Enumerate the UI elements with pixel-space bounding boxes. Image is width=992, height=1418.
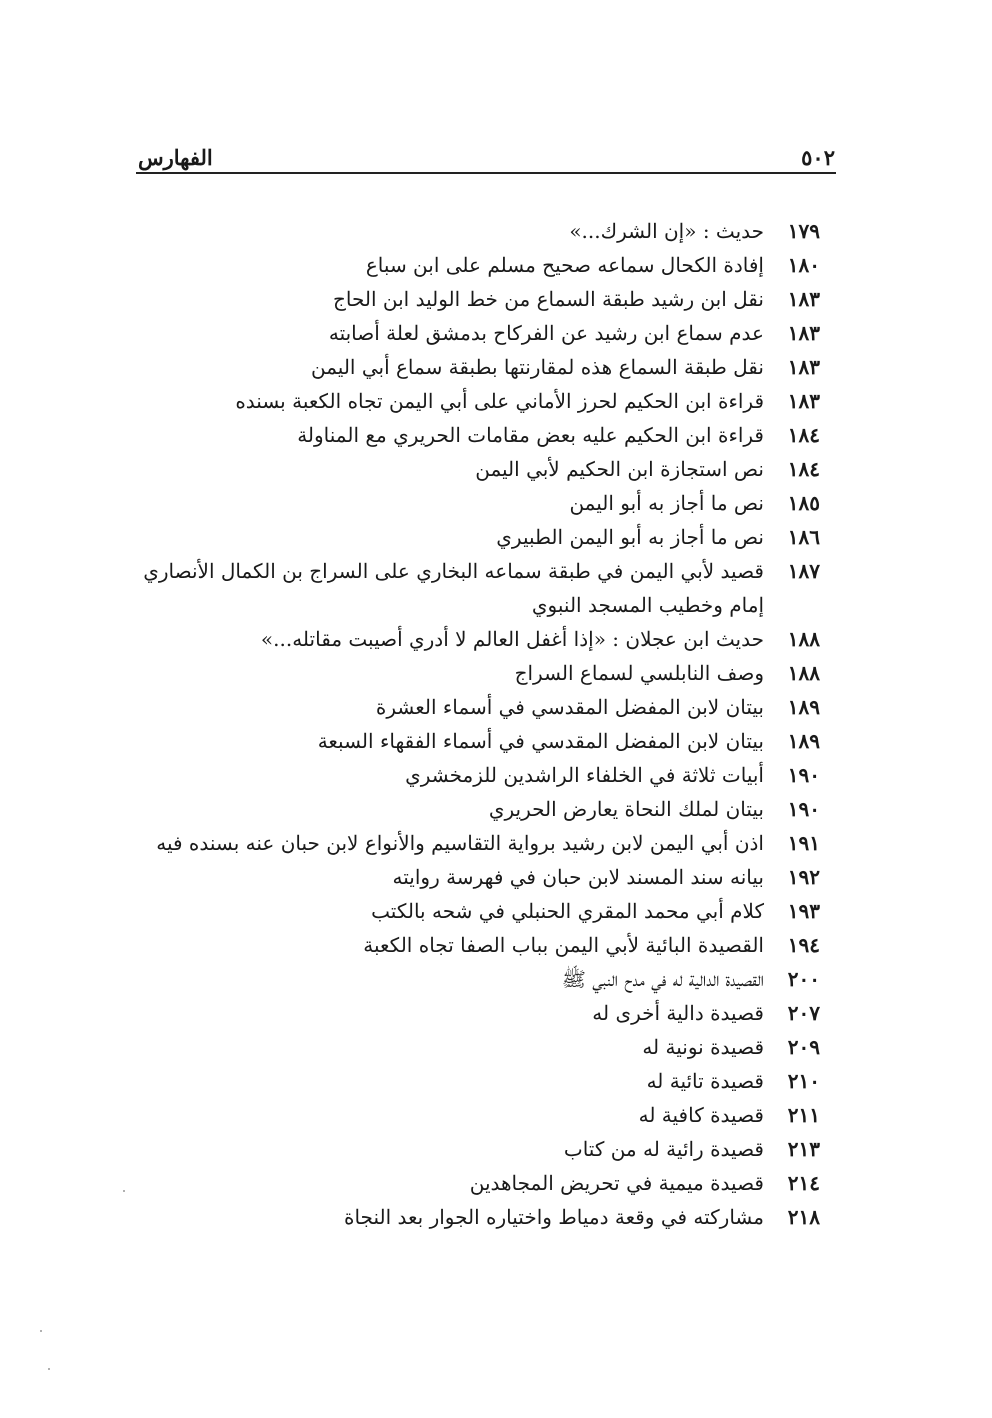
index-entry: [120, 1132, 820, 1166]
index-entry: [120, 248, 820, 282]
index-entry: [120, 1200, 820, 1234]
header-rule: [136, 172, 836, 174]
index-entry: [120, 928, 820, 962]
entry-text: حديث : «إن الشرك...»: [569, 219, 764, 243]
entry-text: وصف النابلسي لسماع السراج: [514, 661, 764, 685]
index-entry: [120, 724, 820, 758]
entry-page-number: ١٨٤: [787, 457, 820, 481]
entry-text: نص ما أجاز به أبو اليمن الطبيري: [496, 525, 764, 549]
entry-page-number: ٢١١: [787, 1103, 820, 1127]
entry-text: قصيدة دالية أخرى له: [592, 1001, 764, 1025]
entry-text: بيتان لابن المفضل المقدسي في أسماء العشرة: [375, 695, 764, 719]
entry-page-number: ١٨٤: [787, 423, 820, 447]
index-entry: [120, 1030, 820, 1064]
entry-text: قصيدة رائية له من كتاب: [563, 1137, 764, 1161]
entry-page-number: ١٨٠: [787, 253, 820, 277]
entry-page-number: ١٨٧: [787, 559, 820, 583]
entry-text: قصيدة ميمية في تحريض المجاهدين: [469, 1171, 764, 1195]
entry-page-number: ١٩٢: [787, 865, 820, 889]
entry-text: بيتان لملك النحاة يعارض الحريري: [488, 797, 764, 821]
page-number: ٥٠٢: [801, 145, 835, 170]
entry-page-number: ١٩٤: [787, 933, 820, 957]
index-entry: [120, 792, 820, 826]
entry-page-number: ٢١٤: [787, 1171, 820, 1195]
entry-text: بيانه سند المسند لابن حبان في فهرسة روايته: [392, 865, 764, 889]
index-entry: [120, 622, 820, 656]
index-entry: [120, 962, 820, 996]
entry-page-number: ١٨٣: [787, 389, 820, 413]
index-entry: [120, 350, 820, 384]
entry-page-number: ١٨٨: [787, 627, 820, 651]
scan-speck: [48, 1368, 50, 1370]
entry-text: نقل طبقة السماع هذه لمقارنتها بطبقة سماع أبي اليمن: [311, 355, 764, 379]
entry-page-number: ١٨٥: [787, 491, 820, 515]
entry-text: قصيدة نونية له: [642, 1035, 764, 1059]
index-entry: [120, 486, 820, 520]
entry-page-number: ١٩٠: [787, 763, 820, 787]
index-entry: [120, 554, 820, 622]
index-entry: [120, 996, 820, 1030]
entry-text: القصيدة الدالية له في مدح النبي ﷺ: [561, 967, 764, 991]
entry-text: نص ما أجاز به أبو اليمن: [569, 491, 764, 515]
entry-page-number: ١٩١: [787, 831, 820, 855]
index-list: [120, 214, 820, 1234]
index-entry: [120, 452, 820, 486]
entry-text: اذن أبي اليمن لابن رشيد برواية التقاسيم والأنواع لابن حبان عنه بسنده فيه: [156, 831, 764, 855]
entry-page-number: ٢١٣: [787, 1137, 820, 1161]
entry-text: مشاركته في وقعة دمياط واختياره الجوار بعد النجاة: [343, 1205, 764, 1229]
index-entry: [120, 690, 820, 724]
entry-page-number: ١٧٩: [787, 219, 820, 243]
index-entry: [120, 1098, 820, 1132]
entry-page-number: ١٩٠: [787, 797, 820, 821]
entry-page-number: ١٨٦: [787, 525, 820, 549]
entry-text: عدم سماع ابن رشيد عن الفركاح بدمشق لعلة أصابته: [328, 321, 764, 345]
entry-text: إفادة الكحال سماعه صحيح مسلم على ابن سباع: [365, 253, 764, 277]
entry-page-number: ٢٠٠: [787, 967, 820, 991]
section-title: الفهارس: [138, 145, 213, 170]
entry-text: نقل ابن رشيد طبقة السماع من خط الوليد ابن الحاج: [332, 287, 764, 311]
entry-text: قصيدة تائية له: [646, 1069, 764, 1093]
index-entry: [120, 1166, 820, 1200]
index-entry: [120, 316, 820, 350]
index-entry: [120, 282, 820, 316]
index-entry: [120, 656, 820, 690]
entry-page-number: ٢١٨: [787, 1205, 820, 1229]
scan-speck: [40, 1330, 42, 1332]
scan-speck: [123, 1190, 125, 1192]
entry-page-number: ٢٠٧: [787, 1001, 820, 1025]
entry-text: نص استجازة ابن الحكيم لأبي اليمن: [475, 457, 764, 481]
entry-text: كلام أبي محمد المقري الحنبلي في شحه بالكتب: [371, 899, 764, 923]
entry-page-number: ١٨٩: [787, 729, 820, 753]
entry-page-number: ٢١٠: [787, 1069, 820, 1093]
entry-text: قراءة ابن الحكيم عليه بعض مقامات الحريري مع المناولة: [297, 423, 764, 447]
entry-page-number: ١٨٩: [787, 695, 820, 719]
entry-page-number: ١٩٣: [787, 899, 820, 923]
entry-page-number: ١٨٣: [787, 355, 820, 379]
entry-page-number: ١٨٣: [787, 287, 820, 311]
entry-text: قراءة ابن الحكيم لحرز الأماني على أبي اليمن تجاه الكعبة بسنده: [235, 389, 764, 413]
index-entry: [120, 894, 820, 928]
index-entry: [120, 384, 820, 418]
index-entry: [120, 826, 820, 860]
entry-page-number: ١٨٣: [787, 321, 820, 345]
page-header: [138, 136, 835, 170]
entry-page-number: ١٨٨: [787, 661, 820, 685]
entry-text: القصيدة البائية لأبي اليمن بباب الصفا تجاه الكعبة: [363, 933, 764, 957]
index-entry: [120, 860, 820, 894]
entry-text: أبيات ثلاثة في الخلفاء الراشدين للزمخشري: [405, 763, 764, 787]
entry-page-number: ٢٠٩: [787, 1035, 820, 1059]
index-entry: [120, 758, 820, 792]
index-entry: [120, 1064, 820, 1098]
entry-text: قصيد لأبي اليمن في طبقة سماعه البخاري على السراج بن الكمال الأنصاري إمام وخطيب المسجد النبوي: [143, 559, 764, 617]
index-entry: [120, 520, 820, 554]
index-entry: [120, 418, 820, 452]
index-entry: [120, 214, 820, 248]
entry-text: قصيدة كافية له: [638, 1103, 764, 1127]
entry-text: حديث ابن عجلان : «إذا أغفل العالم لا أدري أصيبت مقاتله...»: [260, 627, 764, 651]
entry-text: بيتان لابن المفضل المقدسي في أسماء الفقهاء السبعة: [317, 729, 764, 753]
